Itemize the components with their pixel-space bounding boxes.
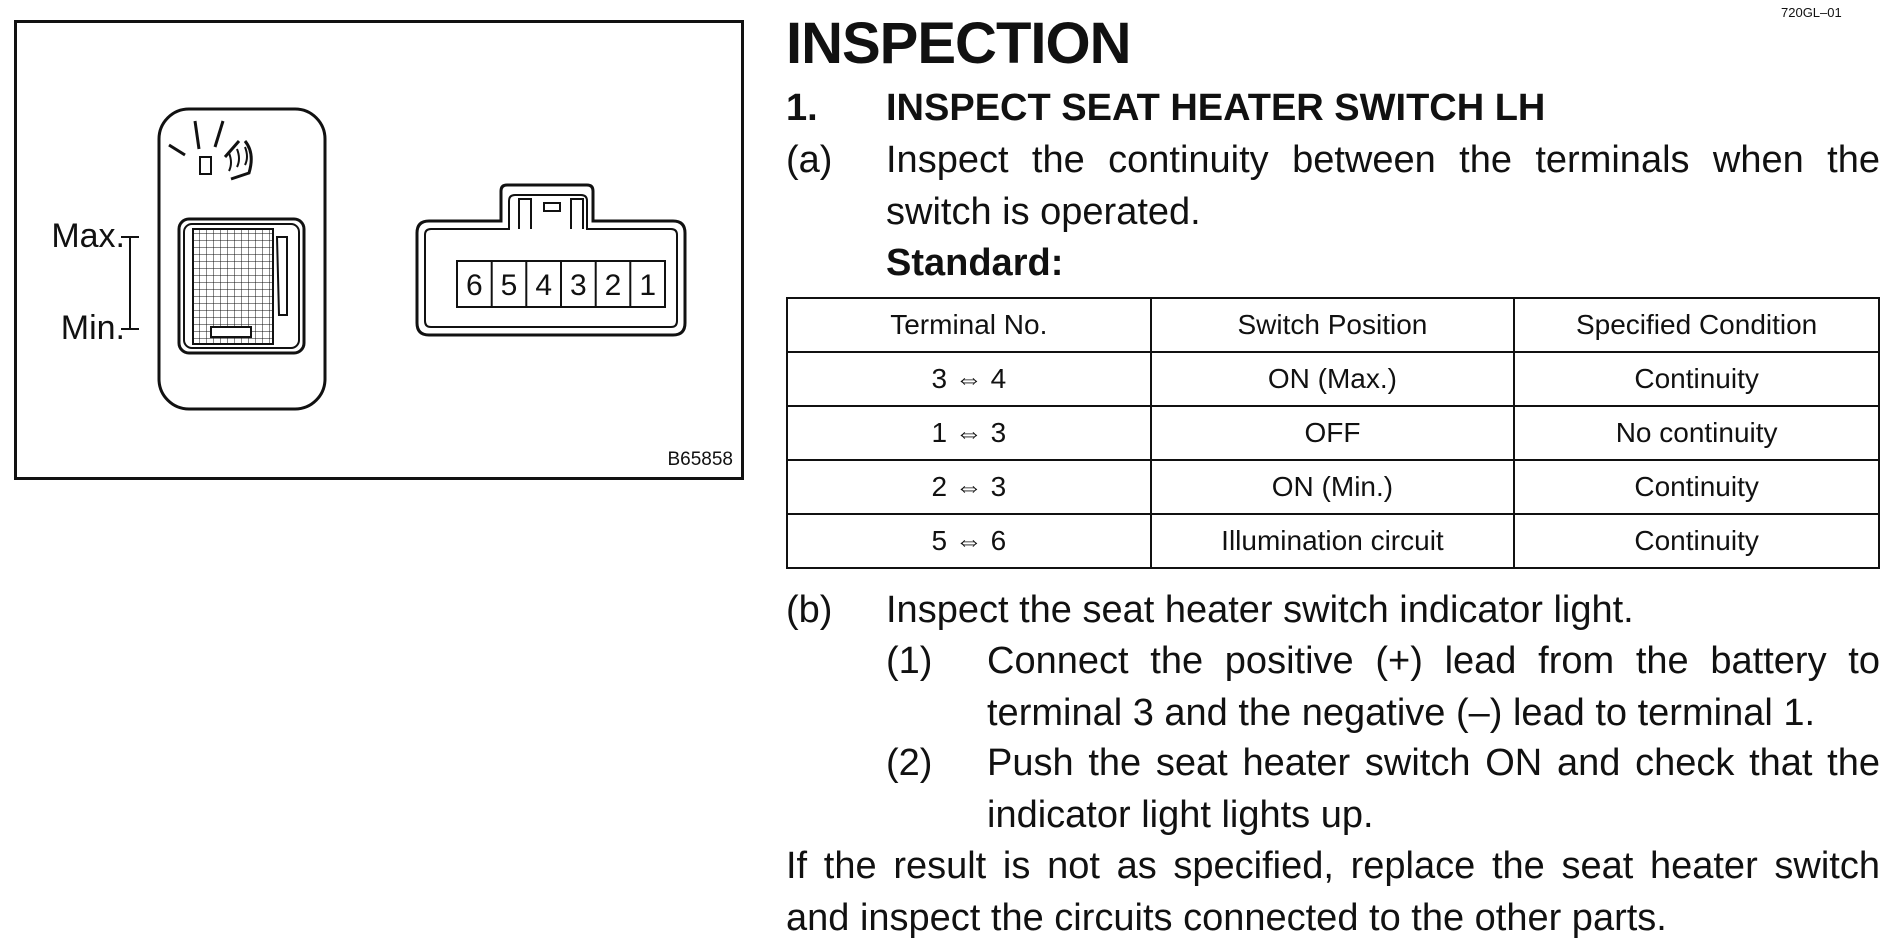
switch-diagram: [17, 23, 741, 477]
terminal-number: 5: [500, 269, 518, 302]
step-b-text: Inspect the seat heater switch indicator light.: [886, 589, 1634, 631]
page-title: INSPECTION: [786, 11, 1131, 76]
table-cell: ON (Max.): [1151, 352, 1515, 406]
column-header: Specified Condition: [1514, 298, 1879, 352]
switch-illustration: [14, 20, 744, 480]
step-a-text: Inspect the continuity between the terminals when the switch is operated.: [886, 139, 1880, 233]
continuity-table: [786, 297, 1880, 569]
substep-1-label: (1): [886, 640, 933, 682]
figure-id: B65858: [667, 449, 733, 470]
table-cell: 3 ⇔ 4: [787, 352, 1151, 406]
table-header-row: [787, 298, 1879, 352]
final-note: If the result is not as specified, replace the seat heater switch and inspect the circuits connected to the other parts.: [786, 845, 1880, 939]
connector: [417, 185, 685, 335]
step-title: INSPECT SEAT HEATER SWITCH LH: [886, 87, 1546, 129]
column-header: Terminal No.: [787, 298, 1151, 352]
min-label: Min.: [60, 309, 125, 347]
seat-heater-switch-body: [159, 109, 325, 409]
table-cell: 1 ⇔ 3: [787, 406, 1151, 460]
table-row: [787, 406, 1879, 460]
terminal-number: 1: [639, 269, 657, 302]
step-number: 1.: [786, 87, 818, 129]
table-cell: No continuity: [1514, 406, 1879, 460]
max-label: Max.: [51, 217, 125, 255]
table-cell: ON (Min.): [1151, 460, 1515, 514]
table-cell: 5 ⇔ 6: [787, 514, 1151, 568]
terminal-number: 2: [604, 269, 622, 302]
substep-1-text: Connect the positive (+) lead from the battery to terminal 3 and the negative (–) lead to terminal 1.: [987, 640, 1880, 734]
table-cell: Illumination circuit: [1151, 514, 1515, 568]
table-row: [787, 460, 1879, 514]
document-code: 720GL–01: [1781, 5, 1842, 20]
column-header: Switch Position: [1151, 298, 1515, 352]
standard-label: Standard:: [886, 242, 1064, 284]
substep-2-label: (2): [886, 742, 933, 784]
table-row: [787, 352, 1879, 406]
table-cell: Continuity: [1514, 460, 1879, 514]
terminal-number: 3: [569, 269, 587, 302]
step-a-label: (a): [786, 139, 833, 181]
substep-2-text: Push the seat heater switch ON and check that the indicator light lights up.: [987, 742, 1880, 836]
table-cell: Continuity: [1514, 352, 1879, 406]
terminal-number: 6: [465, 269, 483, 302]
step-b-label: (b): [786, 589, 833, 631]
terminal-number: 4: [535, 269, 553, 302]
table-row: [787, 514, 1879, 568]
table-cell: 2 ⇔ 3: [787, 460, 1151, 514]
table-cell: OFF: [1151, 406, 1515, 460]
table-cell: Continuity: [1514, 514, 1879, 568]
